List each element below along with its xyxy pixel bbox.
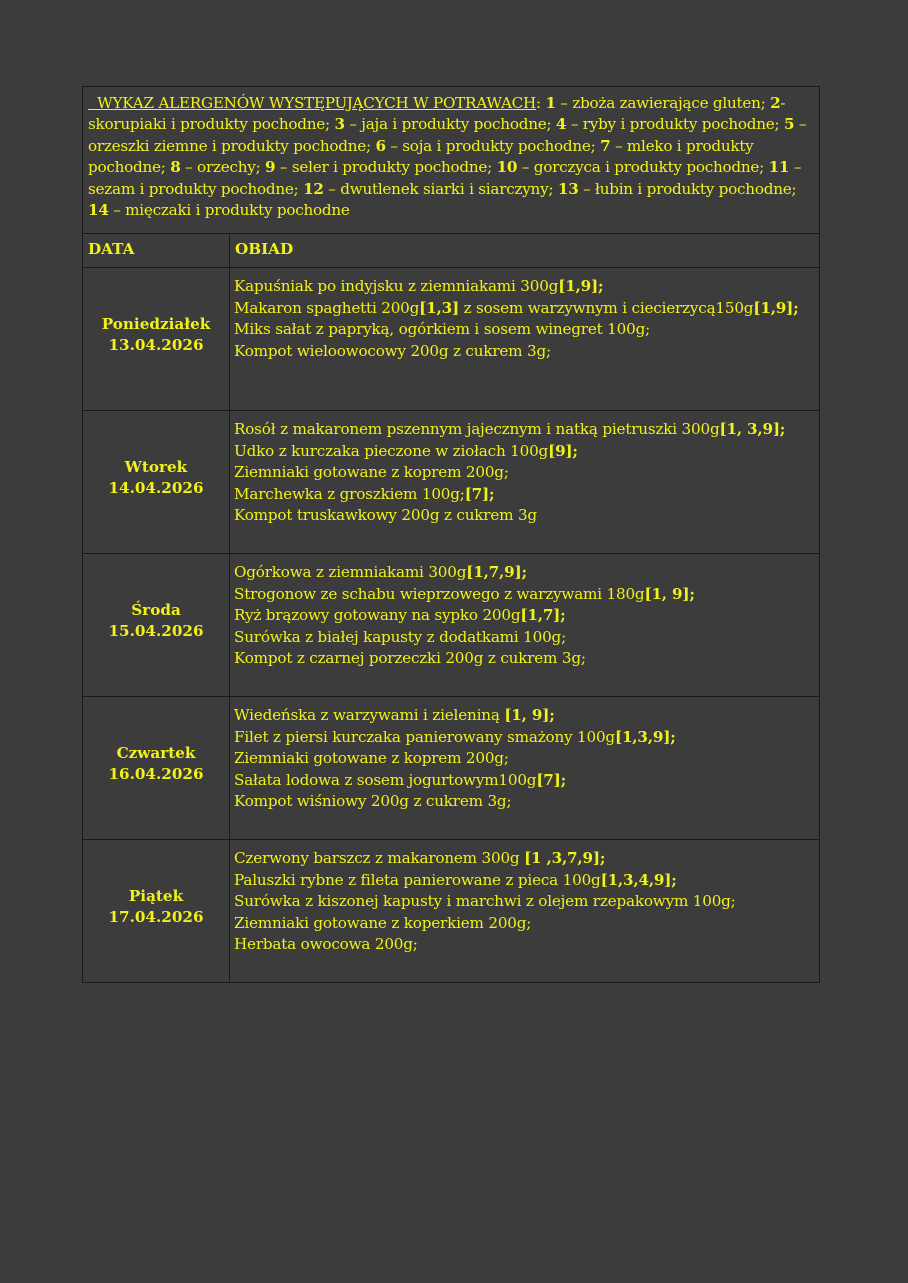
dish-item — [234, 627, 815, 648]
dish-allergens: [1, 9]; — [644, 584, 695, 603]
day-row-thursday — [83, 697, 820, 840]
dish-allergens: [1,7,9]; — [466, 563, 527, 582]
dish-item — [234, 791, 815, 812]
dish-item — [234, 484, 815, 505]
allergen-description: – jaja i produkty pochodne; — [344, 115, 556, 134]
dish-allergens: [1, 3,9]; — [719, 420, 786, 439]
allergen-number: 13 — [557, 179, 579, 198]
date-cell — [83, 411, 230, 554]
dish-name-continued: z sosem warzywnym i ciecierzycą150g — [458, 298, 754, 317]
allergen-number: 7 — [600, 136, 611, 155]
dish-name: Surówka z białej kapusty z dodatkami 100g; — [234, 627, 566, 646]
allergen-number: 14 — [88, 201, 109, 220]
dish-name: Filet z piersi kurczaka panierowany smażony 100g — [234, 727, 615, 746]
allergen-description: – łubin i produkty pochodne; — [578, 179, 797, 198]
allergen-number: 2 — [770, 94, 781, 112]
allergen-number: 4 — [555, 115, 567, 134]
dish-item — [234, 934, 815, 955]
dish-item — [234, 605, 815, 626]
allergen-description: – ryby i produkty pochodne; — [566, 115, 784, 134]
dish-allergens: [1,3,9]; — [614, 727, 676, 746]
day-name: Wtorek — [124, 458, 188, 477]
allergen-number: 9 — [265, 158, 276, 177]
dishes-cell — [230, 554, 820, 697]
allergen-description: – mięczaki i produkty pochodne — [108, 201, 350, 220]
allergen-number: 1 — [545, 94, 556, 112]
dish-name: Ziemniaki gotowane z koprem 200g; — [234, 749, 509, 768]
allergen-description: – gorczyca i produkty pochodne; — [517, 158, 769, 177]
date-cell — [83, 840, 230, 983]
day-date: 14.04.2026 — [108, 479, 204, 498]
dishes-cell — [230, 697, 820, 840]
allergen-number: 5 — [783, 115, 795, 134]
dish-allergens: [1,9]; — [753, 298, 799, 317]
day-name: Czwartek — [116, 744, 196, 763]
dish-name: Kompot z czarnej porzeczki 200g z cukrem 3g; — [234, 649, 586, 668]
dish-item — [234, 319, 815, 340]
allergen-row — [83, 87, 820, 234]
dish-name: Rosół z makaronem pszennym jajecznym i natką pietruszki 300g — [234, 420, 720, 439]
dish-allergens: [1,3,4,9]; — [600, 870, 677, 889]
dish-allergens: [1, 9]; — [504, 706, 555, 725]
dish-item — [234, 648, 815, 669]
meal-column-header: OBIAD — [230, 234, 820, 268]
day-row-friday — [83, 840, 820, 983]
dish-item — [234, 848, 815, 869]
dishes-cell — [230, 840, 820, 983]
day-row-wednesday — [83, 554, 820, 697]
table-header-row — [83, 234, 820, 268]
day-name: Poniedziałek — [101, 315, 211, 334]
dish-name: Kompot wieloowocowy 200g z cukrem 3g; — [234, 341, 551, 360]
dish-allergens: [1,3] — [419, 298, 459, 317]
allergen-description: – dwutlenek siarki i siarczyny; — [323, 179, 558, 198]
allergen-legend-title: WYKAZ ALERGENÓW WYSTĘPUJĄCYCH W POTRAWACH — [88, 94, 537, 112]
dish-name: Surówka z kiszonej kapusty i marchwi z olejem rzepakowym 100g; — [234, 892, 736, 911]
allergen-number: 10 — [496, 158, 518, 177]
allergen-description: – soja i produkty pochodne; — [385, 136, 601, 155]
dish-name: Marchewka z groszkiem 100g; — [234, 484, 465, 503]
dish-item — [234, 584, 815, 605]
dish-name: Herbata owocowa 200g; — [234, 935, 418, 954]
dish-name: Strogonow ze schabu wieprzowego z warzywami 180g — [234, 584, 645, 603]
dish-name: Sałata lodowa z sosem jogurtowym100g — [234, 770, 537, 789]
allergen-description: – seler i produkty pochodne; — [275, 158, 497, 177]
dish-name: Czerwony barszcz z makaronem 300g — [234, 849, 525, 868]
dish-allergens: [9]; — [548, 441, 578, 460]
date-column-header: DATA — [83, 234, 230, 268]
allergen-legend-separator: : — [536, 94, 546, 112]
dish-item — [234, 276, 815, 297]
dish-item — [234, 341, 815, 362]
day-date: 15.04.2026 — [108, 622, 204, 641]
day-row-tuesday — [83, 411, 820, 554]
dish-name: Udko z kurczaka pieczone w ziołach 100g — [234, 441, 549, 460]
dish-name: Ryż brązowy gotowany na sypko 200g — [234, 606, 521, 625]
dishes-cell — [230, 411, 820, 554]
date-cell — [83, 268, 230, 411]
allergen-description: – sezam i produkty pochodne; — [88, 158, 802, 198]
allergen-number: 11 — [768, 158, 790, 177]
dish-item — [234, 748, 815, 769]
dish-item — [234, 705, 815, 726]
dish-name: Paluszki rybne z fileta panierowane z pieca 100g — [234, 870, 601, 889]
dish-item — [234, 298, 815, 319]
allergen-description: – mleko i produkty pochodne; — [88, 136, 754, 177]
allergen-number: 8 — [170, 158, 181, 177]
dish-name: Kompot truskawkowy 200g z cukrem 3g — [234, 506, 537, 525]
allergen-number: 6 — [375, 136, 386, 155]
allergen-number: 12 — [303, 179, 324, 198]
allergen-description: – orzeszki ziemne i produkty pochodne; — [88, 115, 807, 155]
dish-allergens: [7]; — [464, 484, 495, 503]
dish-item — [234, 727, 815, 748]
dish-item — [234, 419, 815, 440]
day-name: Piątek — [128, 887, 184, 906]
dish-item — [234, 562, 815, 583]
dish-name: Miks sałat z papryką, ogórkiem i sosem winegret 100g; — [234, 320, 651, 339]
allergen-description: – orzechy; — [180, 158, 266, 177]
dish-name: Makaron spaghetti 200g — [234, 298, 420, 317]
allergen-description: – zboża zawierające gluten; — [555, 94, 771, 112]
dish-name: Ziemniaki gotowane z koprem 200g; — [234, 463, 509, 482]
dish-name: Kapuśniak po indyjsku z ziemniakami 300g — [234, 277, 559, 296]
allergen-number: 3 — [334, 115, 345, 134]
dish-item — [234, 441, 815, 462]
dish-name: Ogórkowa z ziemniakami 300g — [234, 563, 467, 582]
day-date: 17.04.2026 — [108, 908, 204, 927]
dish-item — [234, 891, 815, 912]
day-row-monday — [83, 268, 820, 411]
dish-item — [234, 505, 815, 526]
dish-name: Wiedeńska z warzywami i zieleniną — [234, 706, 505, 725]
dish-allergens: [1 ,3,7,9]; — [524, 849, 606, 868]
allergen-legend — [83, 87, 820, 234]
date-cell — [83, 697, 230, 840]
dish-allergens: [1,9]; — [558, 277, 604, 296]
allergen-description: -skorupiaki i produkty pochodne; — [88, 94, 786, 134]
dishes-cell — [230, 268, 820, 411]
day-name: Środa — [131, 601, 181, 620]
dish-item — [234, 770, 815, 791]
dish-item — [234, 462, 815, 483]
dish-item — [234, 870, 815, 891]
dish-name: Kompot wiśniowy 200g z cukrem 3g; — [234, 792, 512, 811]
menu-table — [82, 86, 820, 983]
day-date: 16.04.2026 — [108, 765, 204, 784]
dish-allergens: [1,7]; — [520, 606, 566, 625]
dish-item — [234, 913, 815, 934]
dish-allergens: [7]; — [536, 770, 567, 789]
day-date: 13.04.2026 — [108, 336, 204, 355]
dish-name: Ziemniaki gotowane z koperkiem 200g; — [234, 913, 532, 932]
date-cell — [83, 554, 230, 697]
